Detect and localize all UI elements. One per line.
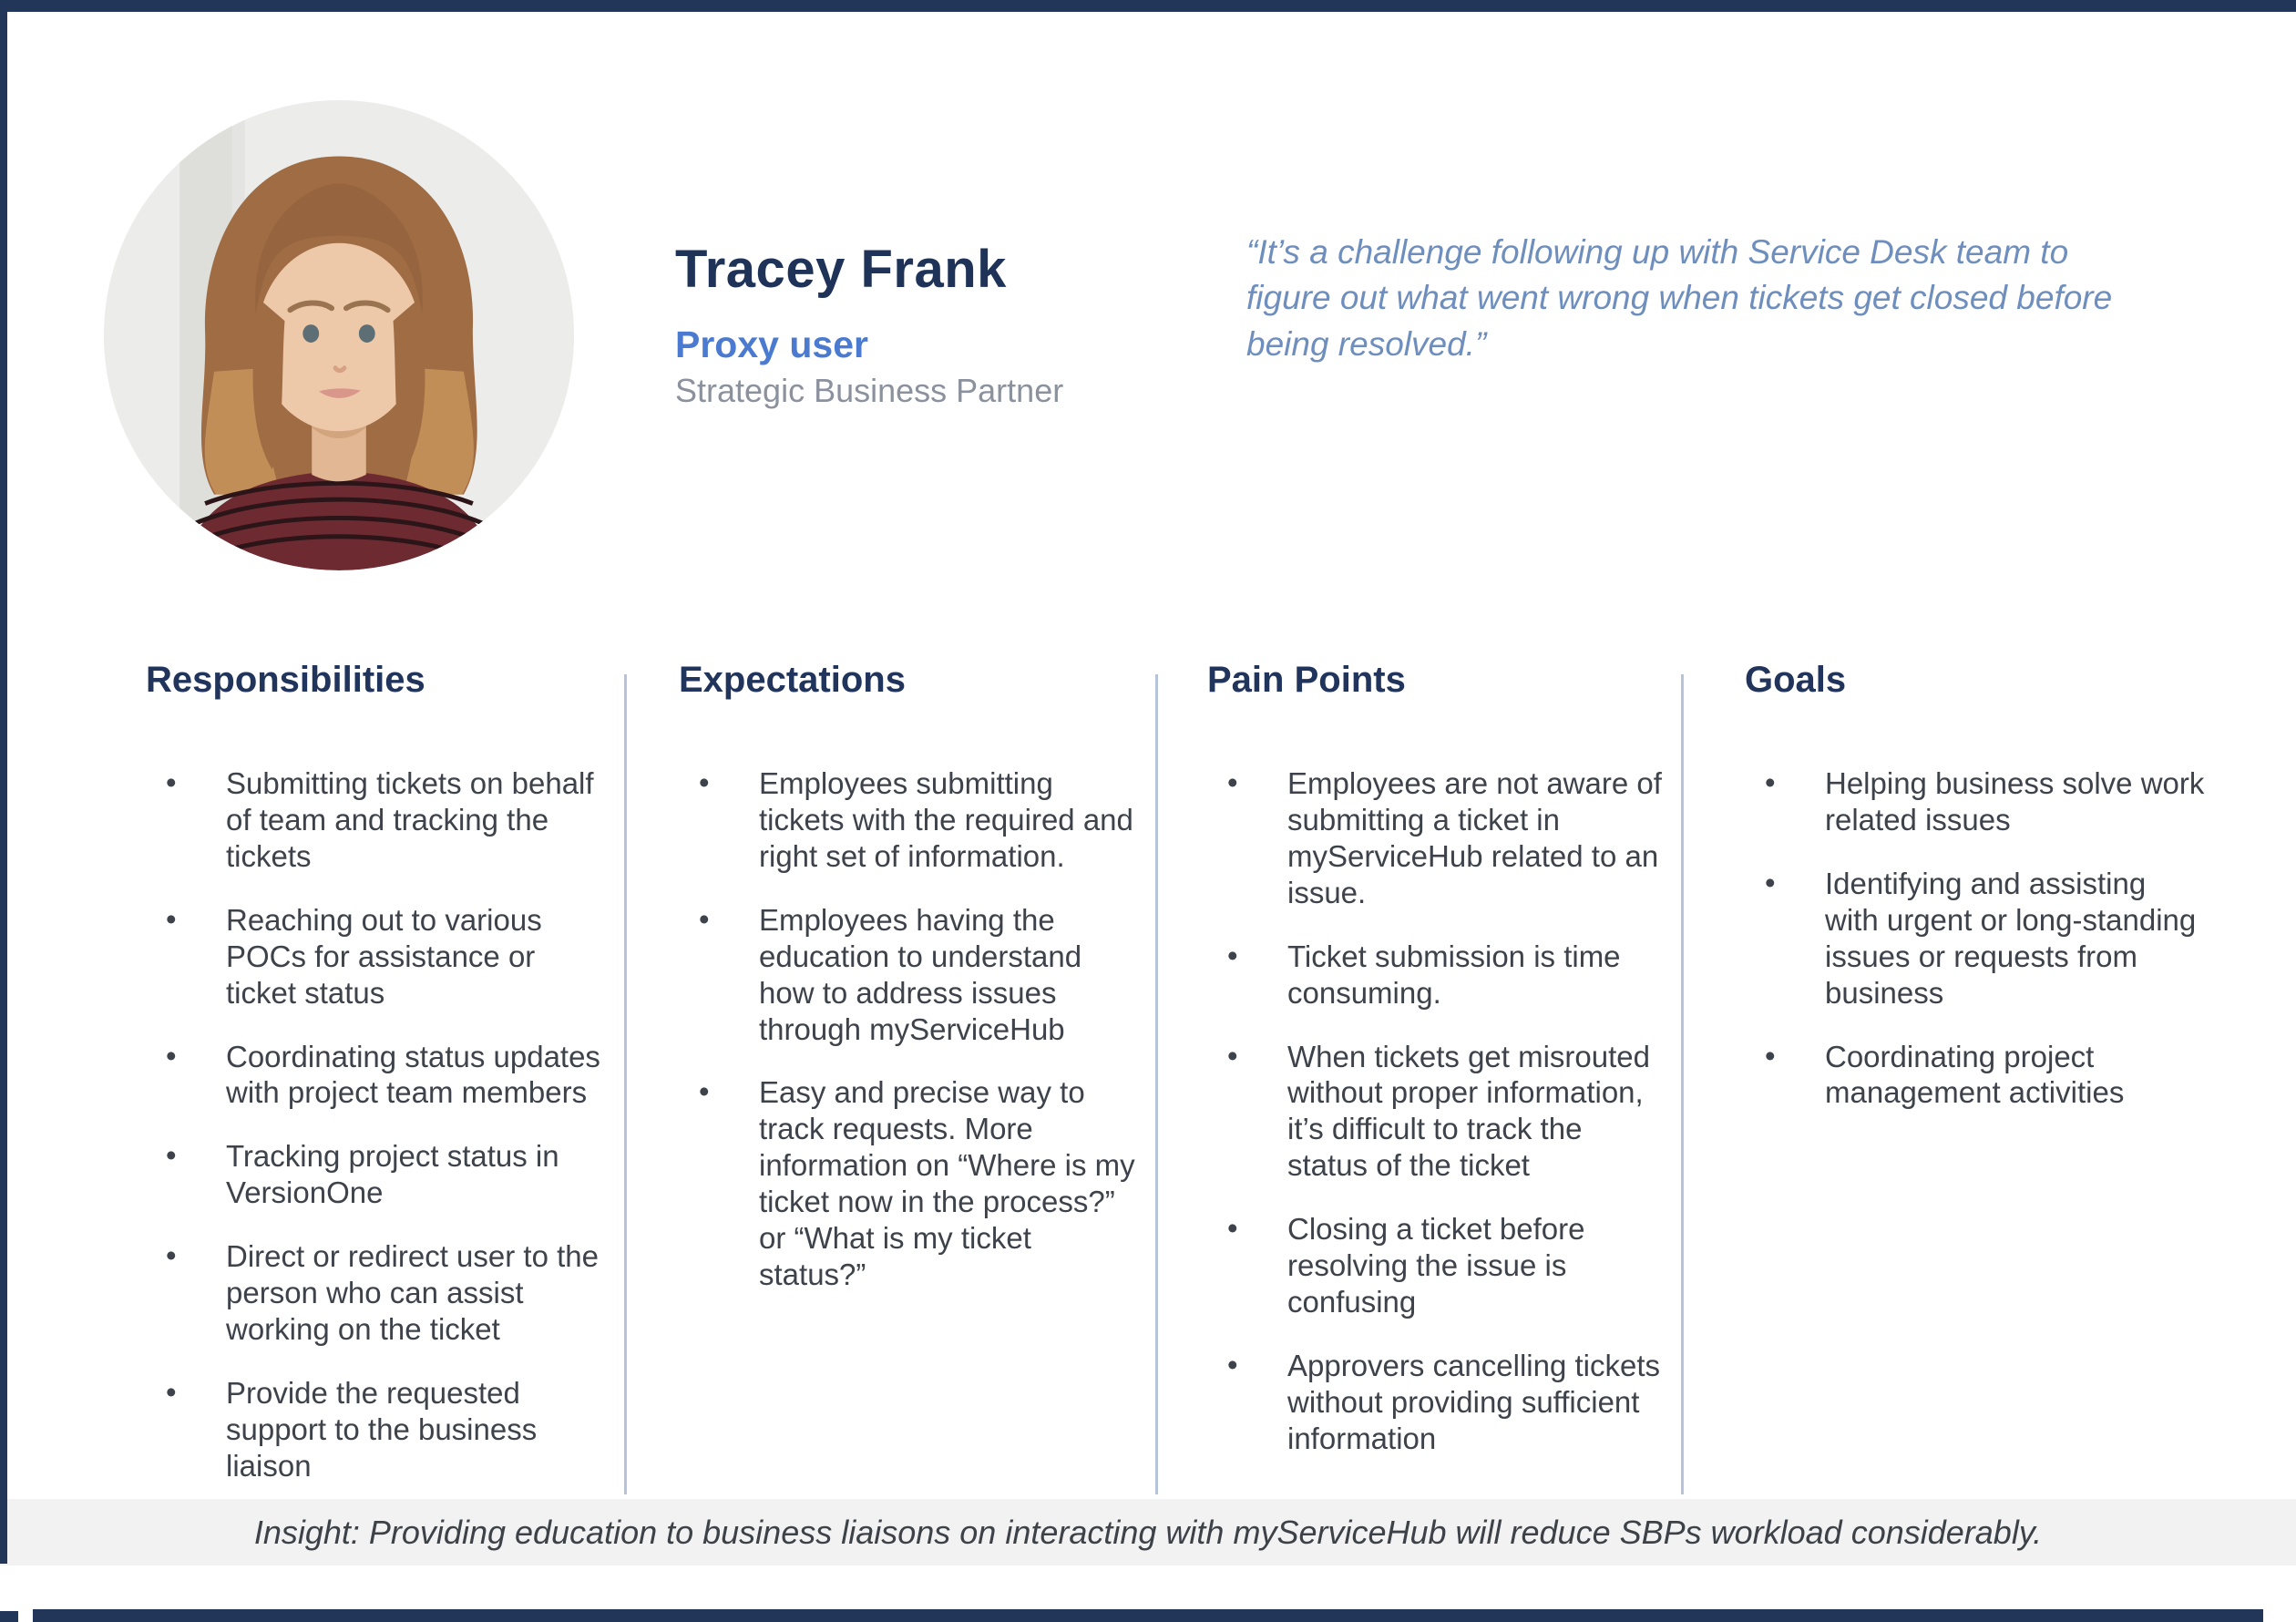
- frame-bottom-border: [33, 1609, 2263, 1622]
- column-responsibilities: [146, 658, 606, 1484]
- column-pain-points: [1207, 658, 1667, 1457]
- column-heading: Pain Points: [1207, 660, 1406, 700]
- bullet-item: • Helping business solve work related issues: [1745, 765, 2205, 838]
- column-heading: Responsibilities: [146, 660, 425, 700]
- column-divider: [1155, 674, 1158, 1494]
- bullet-item: • Approvers cancelling tickets without providing sufficient information: [1207, 1348, 1667, 1457]
- bullet-item: • Ticket submission is time consuming.: [1207, 939, 1667, 1011]
- bullet-list: [1207, 765, 1667, 1457]
- frame-left-border: [0, 0, 7, 1564]
- persona-title: Strategic Business Partner: [675, 372, 1064, 409]
- frame-top-border: [0, 0, 2296, 12]
- bullet-item: • Employees submitting tickets with the required and right set of information.: [679, 765, 1139, 875]
- column-divider: [1681, 674, 1684, 1494]
- bullet-list: [679, 765, 1139, 1293]
- persona-name: Tracey Frank: [675, 240, 1007, 299]
- bullet-list: [146, 765, 606, 1484]
- bullet-item: • When tickets get misrouted without proper information, it’s difficult to track the status of the ticket: [1207, 1039, 1667, 1185]
- persona-quote: “It’s a challenge following up with Service Desk team to figure out what went wrong when tickets get closed before being resolved.”: [1246, 233, 2113, 363]
- bullet-item: • Coordinating status updates with project team members: [146, 1039, 606, 1112]
- column-heading: Expectations: [679, 660, 906, 700]
- bullet-item: • Submitting tickets on behalf of team and tracking the tickets: [146, 765, 606, 875]
- column-goals: [1745, 658, 2205, 1111]
- column-divider: [624, 674, 627, 1494]
- bullet-item: • Employees having the education to understand how to address issues through myServiceHub: [679, 902, 1139, 1048]
- persona-photo: [104, 100, 574, 570]
- column-expectations: [679, 658, 1139, 1293]
- bullet-item: • Identifying and assisting with urgent or long-standing issues or requests from business: [1745, 866, 2205, 1011]
- bullet-item: • Coordinating project management activities: [1745, 1039, 2205, 1112]
- insight-banner: [0, 1499, 2296, 1566]
- bullet-item: • Easy and precise way to track requests. More information on “Where is my ticket now in the process?” or “What is my ticket status?”: [679, 1074, 1139, 1293]
- column-heading: Goals: [1745, 660, 1847, 700]
- bullet-item: • Employees are not aware of submitting a ticket in myServiceHub related to an issue.: [1207, 765, 1667, 911]
- bullet-item: • Tracking project status in VersionOne: [146, 1138, 606, 1211]
- bullet-item: • Reaching out to various POCs for assistance or ticket status: [146, 902, 606, 1011]
- portrait-illustration: [104, 100, 574, 570]
- bullet-item: • Closing a ticket before resolving the issue is confusing: [1207, 1211, 1667, 1320]
- bullet-item: • Provide the requested support to the business liaison: [146, 1375, 606, 1484]
- bullet-list: [1745, 765, 2205, 1111]
- insight-text: Insight: Providing education to business liaisons on interacting with myServiceHub will reduce SBPs workload considerably.: [253, 1513, 2043, 1551]
- bullet-item: • Direct or redirect user to the person who can assist working on the ticket: [146, 1238, 606, 1348]
- frame-corner-chip: [0, 1611, 18, 1622]
- persona-role: Proxy user: [675, 323, 868, 365]
